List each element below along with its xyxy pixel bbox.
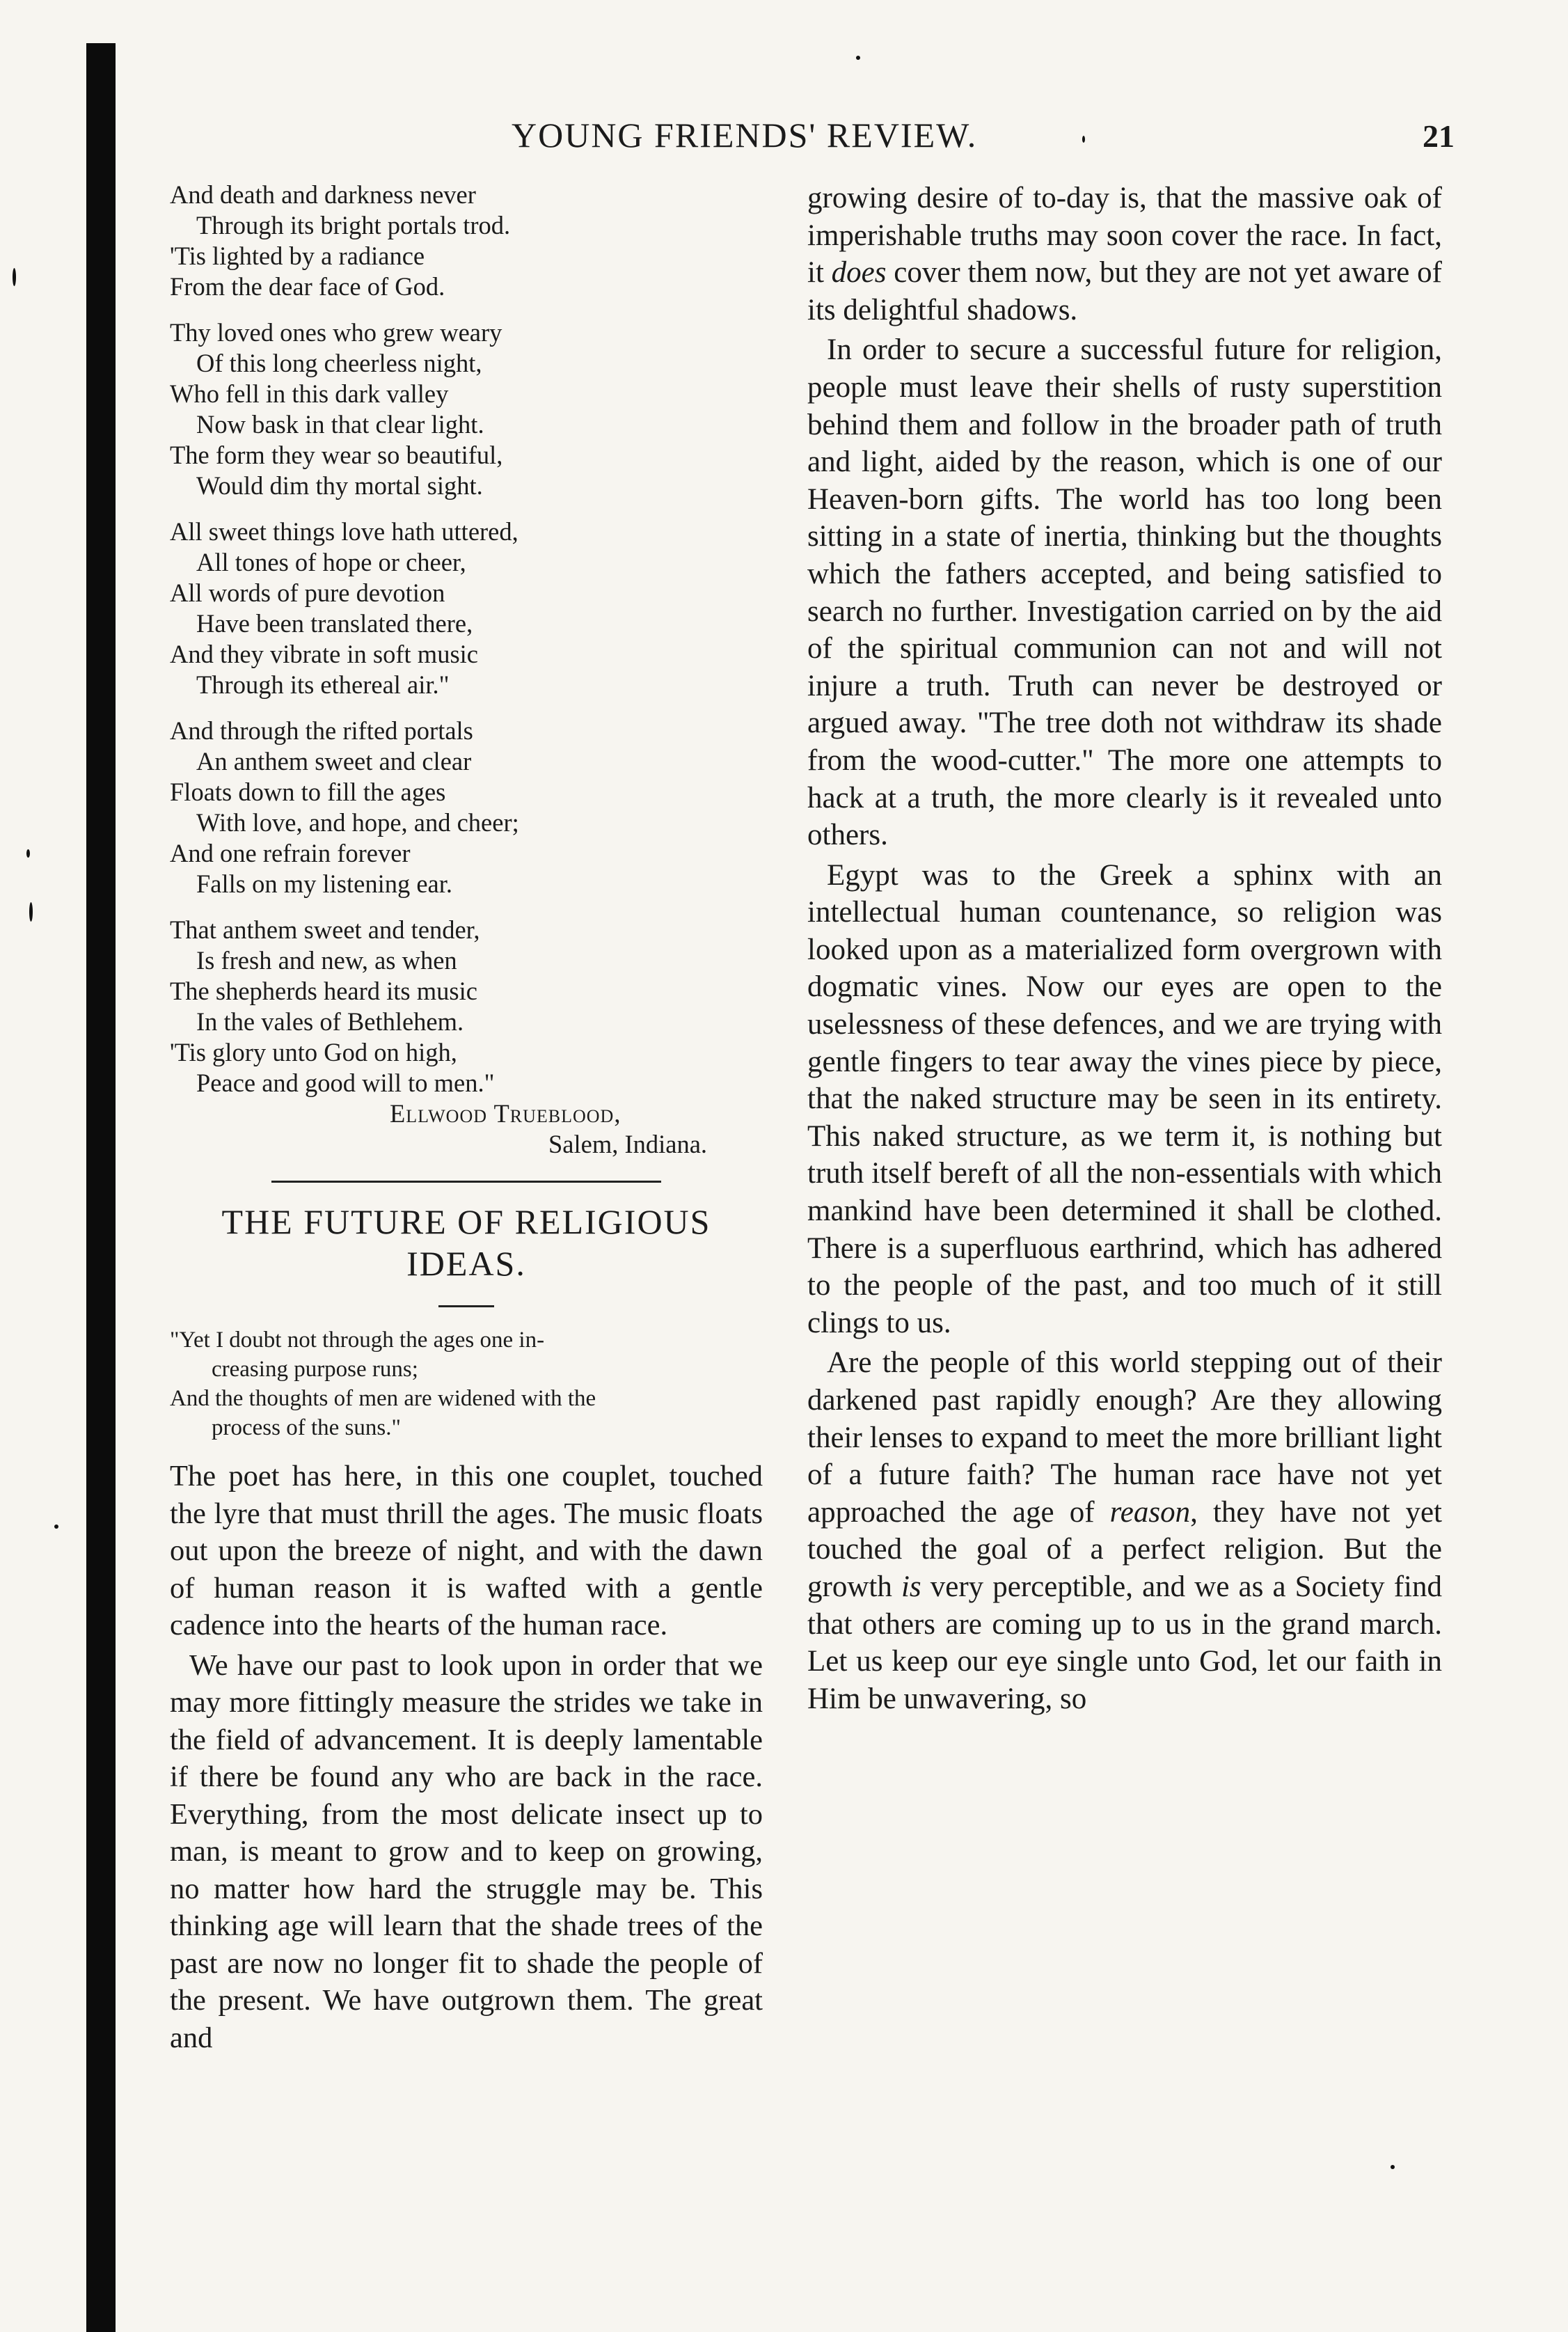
- poem-line: Falls on my listening ear.: [196, 869, 453, 898]
- body-paragraph: [807, 1344, 1442, 1717]
- poem: [170, 180, 763, 1160]
- poem-line: Through its bright portals trod.: [196, 211, 511, 239]
- poem-line: 'Tis glory unto God on high,: [170, 1038, 457, 1066]
- poem-line: Have been translated there,: [196, 609, 473, 638]
- emphasis: does: [831, 256, 887, 290]
- body-paragraph: [807, 180, 1442, 329]
- section-divider: [271, 1181, 661, 1183]
- text-run: , they have not yet touched the goal of a perfect religion. But the growth: [807, 1495, 1442, 1603]
- poem-line: And through the rifted portals: [170, 716, 473, 745]
- print-speck: [856, 56, 860, 60]
- poem-stanza: [170, 317, 763, 501]
- article-title-line: THE FUTURE OF RELIGIOUS: [221, 1202, 711, 1241]
- epigraph: [170, 1325, 763, 1442]
- print-speck: [29, 902, 33, 922]
- emphasis: is: [901, 1570, 921, 1603]
- article-title-line: IDEAS.: [406, 1244, 526, 1283]
- poem-line: And one refrain forever: [170, 839, 411, 867]
- poem-line: With love, and hope, and cheer;: [196, 808, 519, 837]
- poem-line: In the vales of Bethlehem.: [196, 1007, 464, 1036]
- body-paragraph: The poet has here, in this one couplet, touched the lyre that must thrill the ages. The music floats out upon the breeze of night, and with the dawn of human reason it is wafted with a gentle cadence into the hearts of the human race.: [170, 1460, 763, 1641]
- text-run: growing desire of to-day is, that the massive oak of imperishable truths may soon cover the race. In fact, it: [807, 182, 1442, 290]
- epigraph-line: creasing purpose runs;: [212, 1357, 418, 1382]
- running-title: YOUNG FRIENDS' REVIEW.: [512, 116, 978, 155]
- poem-line: From the dear face of God.: [170, 272, 445, 301]
- emphasis: reason: [1109, 1495, 1191, 1529]
- poem-line: The shepherds heard its music: [170, 977, 477, 1005]
- epigraph-line: "Yet I doubt not through the ages one in-: [170, 1327, 545, 1353]
- text-run: very perceptible, and we as a Society find that others are coming up to us in the grand march. Let us keep our eye single unto God, let our faith in Him be unwavering, so: [807, 1570, 1443, 1715]
- poem-line: Would dim thy mortal sight.: [196, 471, 483, 500]
- poem-stanza: [170, 180, 763, 302]
- right-column: [807, 180, 1442, 1720]
- page-header: [167, 115, 1455, 164]
- poem-stanza: [170, 915, 763, 1098]
- epigraph-line: process of the suns.": [212, 1415, 401, 1440]
- poem-stanza: [170, 517, 763, 700]
- poem-line: Peace and good will to men.": [196, 1069, 495, 1097]
- poem-line: And death and darkness never: [170, 180, 476, 209]
- poem-line: All words of pure devotion: [170, 578, 445, 607]
- article-title: [170, 1201, 763, 1284]
- poem-line: An anthem sweet and clear: [196, 747, 472, 775]
- page-number: 21: [1423, 118, 1455, 154]
- print-speck: [54, 1525, 58, 1529]
- poem-line: Is fresh and new, as when: [196, 946, 457, 975]
- poem-line: And they vibrate in soft music: [170, 640, 478, 668]
- poem-line: All tones of hope or cheer,: [196, 548, 466, 576]
- poem-line: Of this long cheerless night,: [196, 349, 482, 377]
- poem-line: All sweet things love hath uttered,: [170, 517, 518, 546]
- print-speck: [26, 849, 30, 858]
- poem-line: Floats down to fill the ages: [170, 778, 446, 806]
- poem-line: 'Tis lighted by a radiance: [170, 242, 425, 270]
- text-run: cover them now, but they are not yet aware of its delightful shadows.: [807, 256, 1442, 326]
- poem-stanza: [170, 716, 763, 899]
- poem-line: The form they wear so beautiful,: [170, 441, 503, 469]
- poem-line: Through its ethereal air.": [196, 670, 450, 699]
- poem-line: Now bask in that clear light.: [196, 410, 484, 439]
- body-paragraph: Egypt was to the Greek a sphinx with an intellectual human countenance, so religion was looked upon as a materialized form overgrown with dogmatic vines. Now our eyes are open to the uselessness of these defences, and we are trying with gentle fingers to tear away the vines piece by piece, that the naked structure may be seen in its entirety. This naked structure, as we term it, is nothing but truth itself bereft of all the non-essentials with which mankind have been determined it shall be clothed. There is a superfluous earthrind, which has adhered to the people of the past, and too much of it still clings to us.: [807, 858, 1442, 1339]
- print-speck: [1391, 2165, 1395, 2169]
- epigraph-line: And the thoughts of men are widened with the: [170, 1386, 596, 1411]
- poem-line: That anthem sweet and tender,: [170, 915, 480, 944]
- body-paragraph: In order to secure a successful future for religion, people must leave their shells of rusty superstition behind them and follow in the broader path of truth and light, aided by the reason, which is one of our Heaven-born gifts. The world has too long been sitting in a state of inertia, thinking but the thoughts which the fathers accepted, and being satisfied to search no further. Investigation carried on by the aid of the spiritual communion can not and will not injure a truth. Truth can never be destroyed or argued away. "The tree doth not withdraw its shade from the wood-cutter." The more one attempts to hack at a truth, the more clearly is it revealed unto others.: [807, 333, 1442, 852]
- title-divider: [438, 1305, 494, 1307]
- poem-line: Thy loved ones who grew weary: [170, 318, 502, 347]
- author-name: Ellwood Trueblood,: [390, 1099, 621, 1128]
- left-column: [170, 180, 763, 2059]
- poem-signature: [170, 1098, 763, 1160]
- print-speck: [13, 268, 16, 286]
- binding-edge: [86, 43, 116, 2332]
- poem-line: Who fell in this dark valley: [170, 379, 449, 408]
- author-place: Salem, Indiana.: [548, 1130, 708, 1158]
- body-paragraph: We have our past to look upon in order that we may more fittingly measure the strides we take in the field of advancement. It is deeply lamentable if there be found any who are back in the race. Everything, from the most delicate insect up to man, is meant to grow and to keep on growing, no matter how hard the struggle may be. This thinking age will learn that the shade trees of the past are now no longer fit to shade the people of the present. We have outgrown them. The great and: [170, 1648, 763, 2054]
- text-run: Are the people of this world stepping out of their darkened past rapidly enough? Are they allowing their lenses to expand to meet the more brilliant light of a future faith? The human race have not yet approached the age of: [807, 1346, 1442, 1529]
